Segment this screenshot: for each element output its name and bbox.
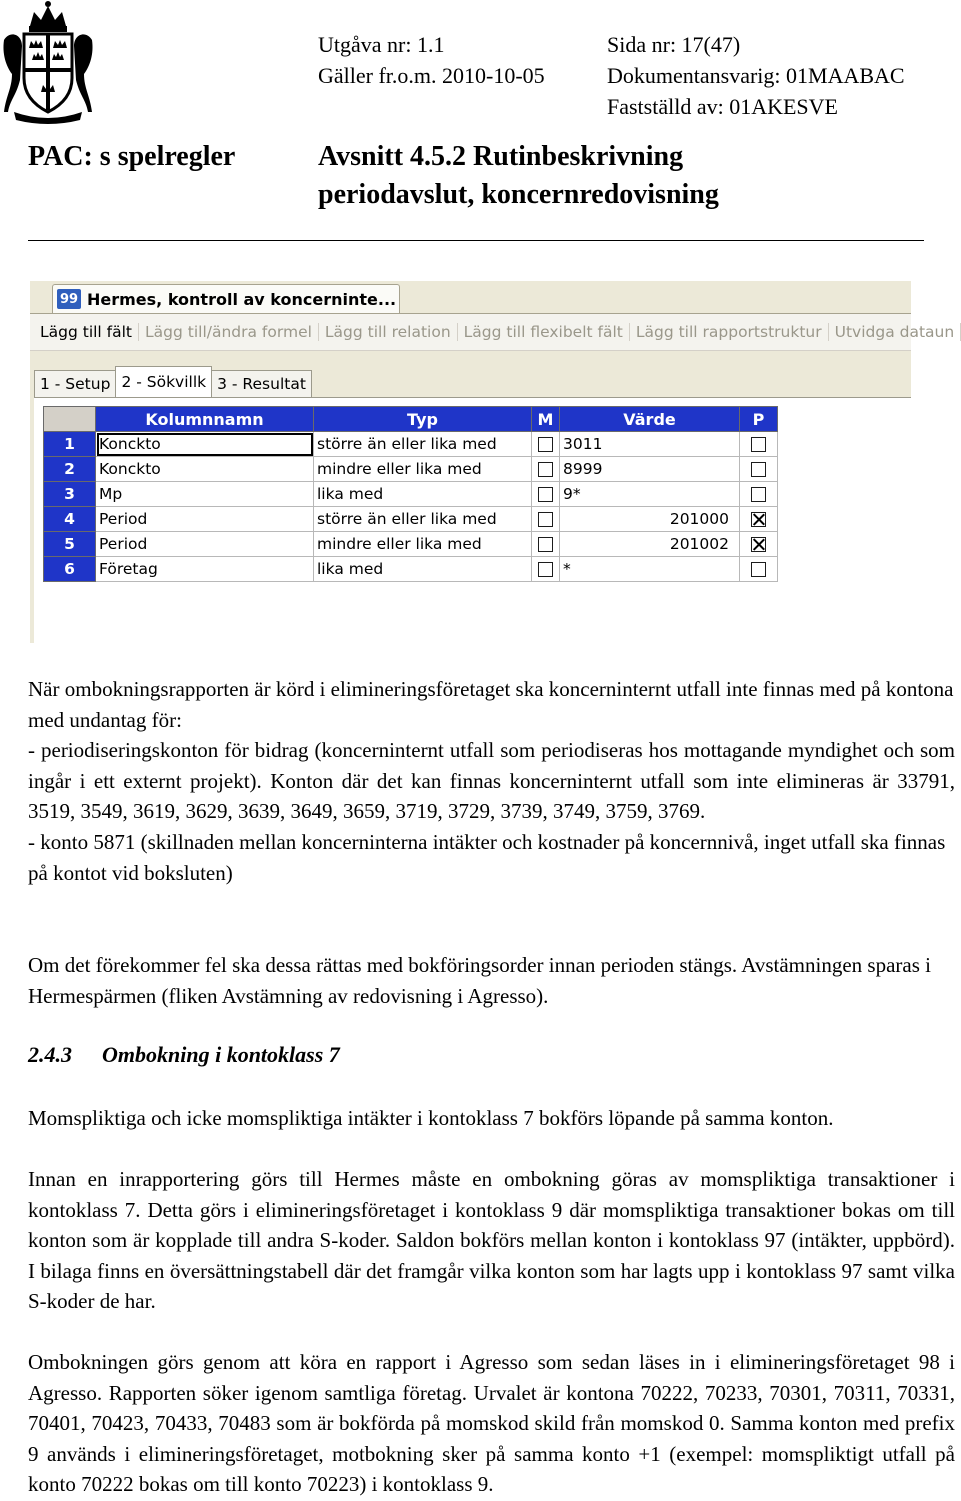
grid-corner	[44, 407, 96, 432]
cell-column-name[interactable]: Konckto	[96, 432, 314, 457]
table-row[interactable]	[44, 482, 778, 507]
cell-column-name[interactable]: Mp	[96, 482, 314, 507]
body-text-block-2	[28, 950, 955, 1011]
cell-value[interactable]: 201002	[560, 532, 740, 557]
window-badge-icon: 99	[57, 289, 81, 309]
application-screenshot	[30, 281, 955, 643]
tab-setup[interactable]: 1 - Setup	[34, 370, 116, 397]
cell-column-name[interactable]: Period	[96, 532, 314, 557]
approved-by: Fastställd av: 01AKESVE	[607, 94, 838, 119]
toolbar-add-field-button[interactable]: Lägg till fält	[30, 323, 139, 341]
tab-result[interactable]: 3 - Resultat	[211, 370, 312, 397]
m-checkbox[interactable]	[538, 512, 553, 527]
cell-column-name[interactable]: Period	[96, 507, 314, 532]
p-checkbox[interactable]	[751, 462, 766, 477]
paragraph-income-classes: Momspliktiga och icke momspliktiga intäkter i kontoklass 7 bokförs löpande på samma konton.	[28, 1106, 834, 1130]
page-number: Sida nr: 17(47)	[607, 32, 741, 57]
row-number[interactable]: 5	[44, 532, 96, 557]
m-checkbox[interactable]	[538, 437, 553, 452]
column-header-m[interactable]: M	[532, 407, 560, 432]
table-row[interactable]	[44, 432, 778, 457]
row-number[interactable]: 2	[44, 457, 96, 482]
coat-of-arms-logo	[0, 0, 96, 128]
section-heading-text: Ombokning i kontoklass 7	[102, 1042, 340, 1067]
section-title-line-1: Avsnitt 4.5.2 Rutinbeskrivning	[318, 141, 684, 172]
body-text-block-1	[28, 674, 955, 888]
section-heading	[28, 1040, 955, 1071]
header-divider	[28, 240, 924, 241]
row-number[interactable]: 6	[44, 557, 96, 582]
m-checkbox[interactable]	[538, 487, 553, 502]
toolbar	[30, 313, 955, 351]
paragraph-account-5871: - konto 5871 (skillnaden mellan koncerninterna intäkter och kostnader på koncernnivå, inget utfall ska finnas på kontot vid boksluten)	[28, 829, 946, 885]
cell-column-name[interactable]: Konckto	[96, 457, 314, 482]
p-checkbox-checked[interactable]	[751, 537, 766, 552]
table-row[interactable]	[44, 507, 778, 532]
cell-value[interactable]: 9*	[560, 482, 740, 507]
row-number[interactable]: 3	[44, 482, 96, 507]
cell-type[interactable]: lika med	[314, 482, 532, 507]
paragraph-corrections: Om det förekommer fel ska dessa rättas med bokföringsorder innan perioden stängs. Avstämningen sparas i Hermespärmen (fliken Avstämning av redovisning i Agresso).	[28, 953, 931, 1008]
table-row[interactable]	[44, 457, 778, 482]
table-row[interactable]	[44, 532, 778, 557]
toolbar-add-flexible-field-button[interactable]: Lägg till flexibelt fält	[458, 323, 630, 341]
p-checkbox[interactable]	[751, 562, 766, 577]
toolbar-add-report-structure-button[interactable]: Lägg till rapportstruktur	[630, 323, 829, 341]
criteria-rows	[44, 432, 778, 582]
document-left-title: PAC: s spelregler	[28, 141, 236, 172]
m-checkbox[interactable]	[538, 562, 553, 577]
cell-type[interactable]: större än eller lika med	[314, 507, 532, 532]
window-title: Hermes, kontroll av koncerninte...	[87, 289, 397, 309]
p-checkbox[interactable]	[751, 487, 766, 502]
column-header-p[interactable]: P	[740, 407, 778, 432]
section-heading-number: 2.4.3	[28, 1042, 72, 1067]
paragraph-intro: När ombokningsrapporten är körd i elimineringsföretaget ska koncerninternt utfall inte finnas med på kontona med undantag för:	[28, 677, 954, 732]
window-tab[interactable]	[52, 284, 400, 313]
edition-number: Utgåva nr: 1.1	[318, 32, 445, 57]
cell-value[interactable]: *	[560, 557, 740, 582]
toolbar-add-relation-button[interactable]: Lägg till relation	[319, 323, 458, 341]
m-checkbox[interactable]	[538, 537, 553, 552]
cell-type[interactable]: lika med	[314, 557, 532, 582]
criteria-panel	[34, 397, 911, 644]
paragraph-accrual-accounts: - periodiseringskonton för bidrag (koncerninternt utfall som periodiseras hos mottagande myndighet och som ingår i ett externt projekt). Konton där det kan finnas koncerninternt utfall som inte elimineras är 33791, 3519, 3549, 3619, 3629, 3639, 3649, 3659, 3719, 3729, 3739, 3749, 3759, 3769.	[28, 738, 955, 824]
row-number[interactable]: 4	[44, 507, 96, 532]
document-owner: Dokumentansvarig: 01MAABAC	[607, 63, 905, 88]
cell-value[interactable]: 3011	[560, 432, 740, 457]
criteria-grid	[43, 406, 778, 582]
p-checkbox[interactable]	[751, 437, 766, 452]
tab-search-criteria[interactable]: 2 - Sökvillk	[115, 366, 212, 397]
column-header-name[interactable]: Kolumnnamn	[96, 407, 314, 432]
row-number[interactable]: 1	[44, 432, 96, 457]
section-title-line-2: periodavslut, koncernredovisning	[318, 179, 719, 210]
toolbar-extend-data-button[interactable]: Utvidga dataun	[829, 323, 961, 341]
cell-column-name[interactable]: Företag	[96, 557, 314, 582]
column-header-value[interactable]: Värde	[560, 407, 740, 432]
sub-tab-bar	[34, 367, 311, 397]
valid-from-date: Gäller fr.o.m. 2010-10-05	[318, 63, 545, 88]
column-header-type[interactable]: Typ	[314, 407, 532, 432]
cell-type[interactable]: mindre eller lika med	[314, 457, 532, 482]
p-checkbox-checked[interactable]	[751, 512, 766, 527]
cell-value[interactable]: 8999	[560, 457, 740, 482]
cell-type[interactable]: större än eller lika med	[314, 432, 532, 457]
paragraph-rebooking: Ombokningen görs genom att köra en rapport i Agresso som sedan läses in i elimineringsföretaget 98 i Agresso. Rapporten söker igenom samtliga företag. Urvalet är kontona 70222, 70233, 70301, 70311, 70331, 70401, 70423, 70433, 70483 som är bokförda på momskod skild från momskod 0. Samma konton med prefix 9 används i elimineringsföretaget, motbokning sker på samma konto +1 (exempel: momspliktigt utfall på konto 70222 bokas om till konto 70223) i kontoklass 9.	[28, 1350, 955, 1497]
paragraph-reporting: Innan en inrapportering görs till Hermes måste en ombokning göras av momspliktiga transaktioner i kontoklass 7. Detta görs i elimineringsföretaget i kontoklass 9 där momspliktiga transaktioner bokas om till konton som är kopplade till andra S-koder. Saldon bokförs mellan konton i kontoklass 97 (intäkter, uppbörd). I bilaga finns en översättningstabell där det framgår vilka konton som har lagts upp i kontoklass 97 samt vilka S-koder de har.	[28, 1167, 955, 1314]
cell-type[interactable]: mindre eller lika med	[314, 532, 532, 557]
toolbar-add-formula-button[interactable]: Lägg till/ändra formel	[139, 323, 319, 341]
table-row[interactable]	[44, 557, 778, 582]
cell-value[interactable]: 201000	[560, 507, 740, 532]
m-checkbox[interactable]	[538, 462, 553, 477]
